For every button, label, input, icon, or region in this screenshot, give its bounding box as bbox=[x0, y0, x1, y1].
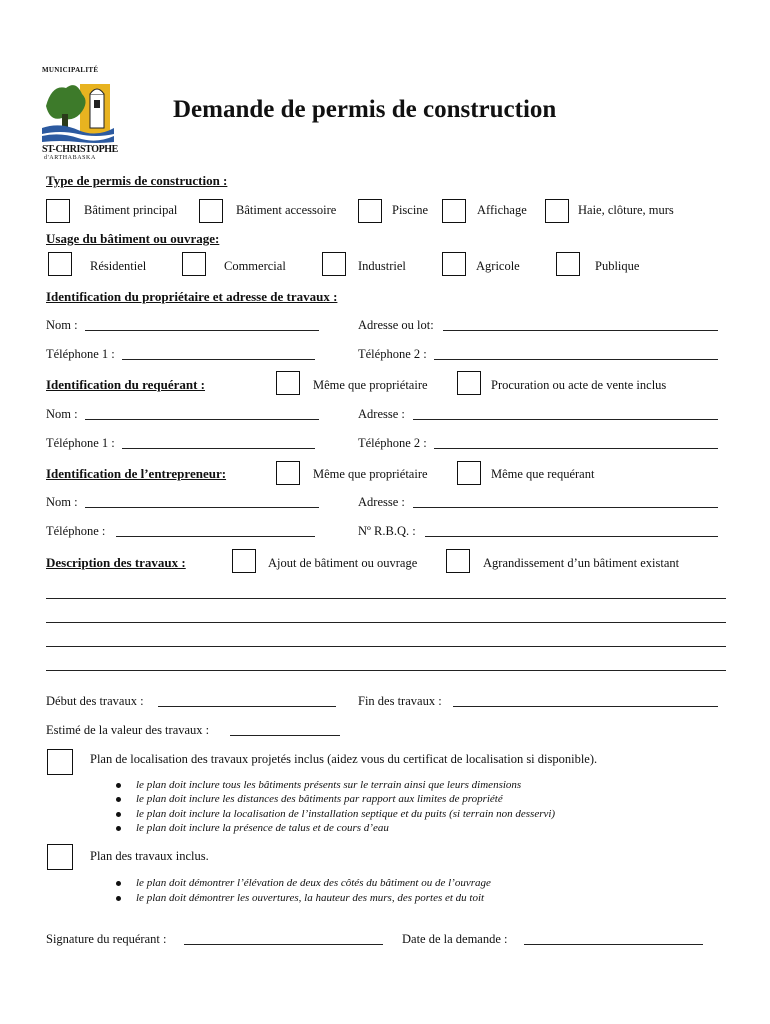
owner-address-label: Adresse ou lot: bbox=[358, 318, 434, 332]
owner-phone1-field[interactable] bbox=[122, 359, 315, 360]
label-piscine: Piscine bbox=[392, 203, 429, 217]
site-plan-bullet-1: le plan doit inclure tous les bâtiments présents sur le terrain ainsi que leurs dimensions bbox=[136, 779, 522, 791]
applicant-address-field[interactable] bbox=[413, 419, 718, 420]
work-description-line-3[interactable] bbox=[46, 646, 726, 647]
label-applicant-same-as-owner: Même que propriétaire bbox=[313, 378, 428, 392]
owner-phone1-label: Téléphone 1 : bbox=[46, 347, 115, 361]
owner-heading: Identification du propriétaire et adresse de travaux : bbox=[46, 289, 338, 304]
signature-field[interactable] bbox=[184, 944, 383, 945]
applicant-address-label: Adresse : bbox=[358, 407, 405, 421]
label-affichage: Affichage bbox=[477, 203, 527, 217]
checkbox-agricole[interactable] bbox=[442, 252, 466, 276]
contractor-name-label: Nom : bbox=[46, 495, 78, 509]
checkbox-site-plan[interactable] bbox=[47, 749, 73, 775]
contractor-address-label: Adresse : bbox=[358, 495, 405, 509]
label-contractor-same-as-applicant: Même que requérant bbox=[491, 467, 595, 481]
page-title: Demande de permis de construction bbox=[173, 96, 557, 123]
owner-phone2-field[interactable] bbox=[434, 359, 718, 360]
checkbox-residentiel[interactable] bbox=[48, 252, 72, 276]
work-plan-bullet-1: le plan doit démontrer l’élévation de deux des côtés du bâtiment ou de l’ouvrage bbox=[136, 877, 491, 889]
work-start-label: Début des travaux : bbox=[46, 694, 144, 708]
label-agricole: Agricole bbox=[476, 259, 520, 273]
bullet-dot bbox=[116, 881, 121, 886]
label-batiment-principal: Bâtiment principal bbox=[84, 203, 178, 217]
work-description-line-1[interactable] bbox=[46, 598, 726, 599]
bullet-dot bbox=[116, 797, 121, 802]
logo-top-text: MUNICIPALITÉ bbox=[42, 66, 99, 74]
checkbox-contractor-same-as-applicant[interactable] bbox=[457, 461, 481, 485]
label-ajout-batiment: Ajout de bâtiment ou ouvrage bbox=[268, 556, 418, 570]
label-contractor-same-as-owner: Même que propriétaire bbox=[313, 467, 428, 481]
checkbox-ajout-batiment[interactable] bbox=[232, 549, 256, 573]
contractor-address-field[interactable] bbox=[413, 507, 718, 508]
checkbox-applicant-procuration[interactable] bbox=[457, 371, 481, 395]
contractor-name-field[interactable] bbox=[85, 507, 319, 508]
contractor-phone-label: Téléphone : bbox=[46, 524, 106, 538]
site-plan-bullet-4: le plan doit inclure la présence de talus et de cours d’eau bbox=[136, 822, 389, 834]
work-value-field[interactable] bbox=[230, 735, 340, 736]
work-heading: Description des travaux : bbox=[46, 555, 186, 570]
usage-heading: Usage du bâtiment ou ouvrage: bbox=[46, 231, 220, 246]
label-commercial: Commercial bbox=[224, 259, 286, 273]
work-end-field[interactable] bbox=[453, 706, 718, 707]
contractor-rbq-field[interactable] bbox=[425, 536, 718, 537]
bullet-dot bbox=[116, 783, 121, 788]
contractor-heading: Identification de l’entrepreneur: bbox=[46, 466, 227, 481]
applicant-phone1-field[interactable] bbox=[122, 448, 315, 449]
bullet-dot bbox=[116, 826, 121, 831]
checkbox-batiment-accessoire[interactable] bbox=[199, 199, 223, 223]
work-plan-bullet-2: le plan doit démontrer les ouvertures, la hauteur des murs, des portes et du toit bbox=[136, 892, 485, 904]
checkbox-haie-cloture-murs[interactable] bbox=[545, 199, 569, 223]
owner-phone2-label: Téléphone 2 : bbox=[358, 347, 427, 361]
permit-type-heading: Type de permis de construction : bbox=[46, 173, 228, 188]
logo-sub: d'ARTHABASKA bbox=[44, 155, 96, 161]
checkbox-publique[interactable] bbox=[556, 252, 580, 276]
label-applicant-procuration: Procuration ou acte de vente inclus bbox=[491, 378, 667, 392]
label-residentiel: Résidentiel bbox=[90, 259, 147, 273]
work-end-label: Fin des travaux : bbox=[358, 694, 442, 708]
signature-label: Signature du requérant : bbox=[46, 932, 167, 946]
checkbox-piscine[interactable] bbox=[358, 199, 382, 223]
applicant-name-field[interactable] bbox=[85, 419, 319, 420]
work-value-label: Estimé de la valeur des travaux : bbox=[46, 723, 210, 737]
label-haie-cloture-murs: Haie, clôture, murs bbox=[578, 203, 674, 217]
applicant-phone2-field[interactable] bbox=[434, 448, 718, 449]
work-plan-label: Plan des travaux inclus. bbox=[90, 849, 209, 863]
logo-emblem-icon bbox=[42, 76, 114, 144]
site-plan-label: Plan de localisation des travaux projetés inclus (aidez vous du certificat de localisation si disponible). bbox=[90, 752, 598, 766]
site-plan-bullet-2: le plan doit inclure les distances des bâtiments par rapport aux limites de propriété bbox=[136, 793, 503, 805]
label-publique: Publique bbox=[595, 259, 640, 273]
bullet-dot bbox=[116, 896, 121, 901]
work-description-line-4[interactable] bbox=[46, 670, 726, 671]
date-field[interactable] bbox=[524, 944, 703, 945]
municipality-logo bbox=[42, 66, 118, 161]
work-description-line-2[interactable] bbox=[46, 622, 726, 623]
work-start-field[interactable] bbox=[158, 706, 336, 707]
checkbox-applicant-same-as-owner[interactable] bbox=[276, 371, 300, 395]
bullet-dot bbox=[116, 812, 121, 817]
date-label: Date de la demande : bbox=[402, 932, 508, 946]
owner-address-field[interactable] bbox=[443, 330, 718, 331]
contractor-rbq-label: Nº R.B.Q. : bbox=[358, 524, 416, 538]
checkbox-batiment-principal[interactable] bbox=[46, 199, 70, 223]
owner-name-label: Nom : bbox=[46, 318, 78, 332]
label-industriel: Industriel bbox=[358, 259, 406, 273]
checkbox-commercial[interactable] bbox=[182, 252, 206, 276]
checkbox-contractor-same-as-owner[interactable] bbox=[276, 461, 300, 485]
checkbox-work-plan[interactable] bbox=[47, 844, 73, 870]
applicant-heading: Identification du requérant : bbox=[46, 377, 206, 392]
checkbox-affichage[interactable] bbox=[442, 199, 466, 223]
contractor-phone-field[interactable] bbox=[116, 536, 315, 537]
checkbox-industriel[interactable] bbox=[322, 252, 346, 276]
applicant-phone1-label: Téléphone 1 : bbox=[46, 436, 115, 450]
label-batiment-accessoire: Bâtiment accessoire bbox=[236, 203, 337, 217]
label-agrandissement: Agrandissement d’un bâtiment existant bbox=[483, 556, 680, 570]
site-plan-bullet-3: le plan doit inclure la localisation de l’installation septique et du puits (si terrain non desservi) bbox=[136, 808, 556, 820]
owner-name-field[interactable] bbox=[85, 330, 319, 331]
applicant-name-label: Nom : bbox=[46, 407, 78, 421]
applicant-phone2-label: Téléphone 2 : bbox=[358, 436, 427, 450]
checkbox-agrandissement[interactable] bbox=[446, 549, 470, 573]
logo-name: ST-CHRISTOPHE bbox=[42, 144, 118, 155]
